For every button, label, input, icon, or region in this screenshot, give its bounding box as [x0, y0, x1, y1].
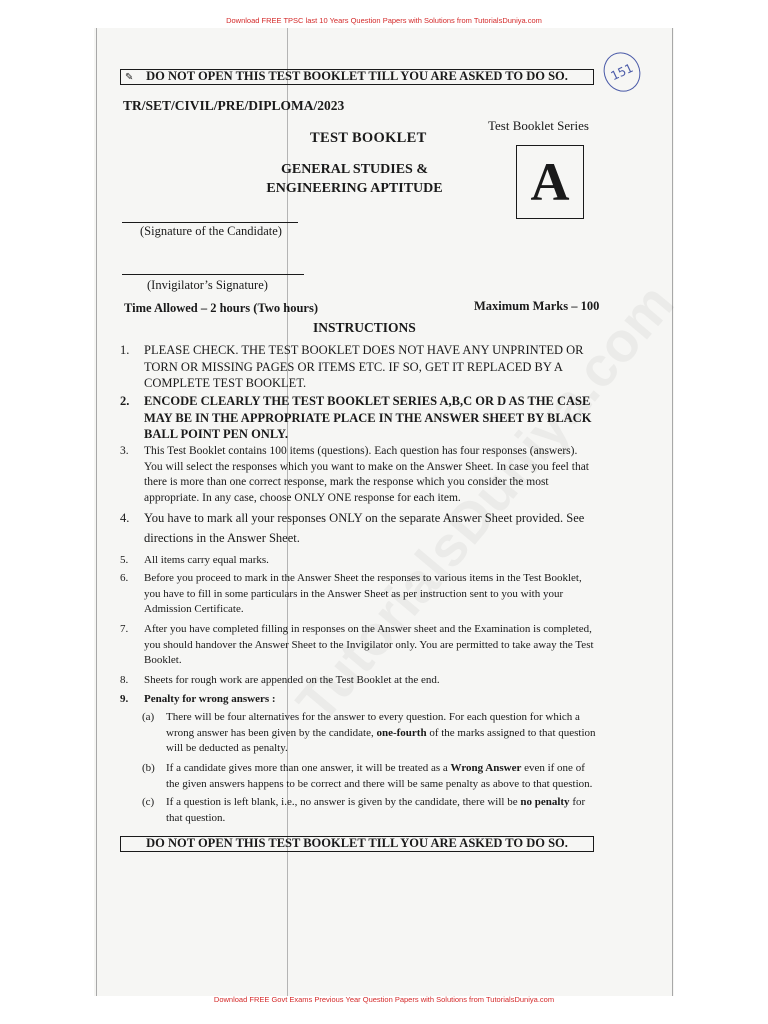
penalty-item: (a) There will be four alternatives for the answer to every question. For each question for which a wrong answer has been given by the candidate, one-fourth of the marks assigned to that question will be deducted as penalty.: [142, 711, 596, 754]
scan-margin-line: [672, 28, 673, 996]
series-label: Test Booklet Series: [488, 118, 589, 133]
exam-code: TR/SET/CIVIL/PRE/DIPLOMA/2023: [123, 98, 345, 113]
instruction-item: 6. Before you proceed to mark in the Answer Sheet the responses to various items in the Test Booklet, you have to fill in some particulars in the Answer Sheet as per instruction sent to you with your Admission Certificate.: [120, 572, 582, 615]
time-allowed: Time Allowed – 2 hours (Two hours): [124, 301, 319, 315]
instruction-item: 5. All items carry equal marks.: [120, 554, 269, 566]
instruction-item: 8. Sheets for rough work are appended on the Test Booklet at the end.: [120, 674, 440, 686]
booklet-title: TEST BOOKLET: [310, 130, 427, 146]
candidate-signature-label: (Signature of the Candidate): [140, 224, 282, 238]
handwritten-stamp: 151: [597, 46, 647, 97]
instruction-item: 4. You have to mark all your responses ONLY on the separate Answer Sheet provided. See directions in the Answer Sheet.: [120, 511, 585, 545]
invigilator-signature-label: (Invigilator’s Signature): [147, 278, 268, 292]
warning-text: DO NOT OPEN THIS TEST BOOKLET TILL YOU ARE ASKED TO DO SO.: [146, 69, 568, 83]
subject-title: [262, 160, 447, 198]
maximum-marks: Maximum Marks – 100: [474, 299, 600, 313]
series-letter-box: A: [516, 145, 584, 219]
pen-mark-icon: ✎: [125, 72, 134, 83]
instruction-item: 3. This Test Booklet contains 100 items (questions). Each question has four responses (answers). You will select the responses which you want to make on the Answer Sheet. In case you feel that there is more than one correct response, mark the response which you consider the most appropriate. In any case, choose ONLY ONE response for each item.: [120, 445, 589, 504]
penalty-item: (c) If a question is left blank, i.e., no answer is given by the candidate, there will be no penalty for that question.: [142, 796, 586, 824]
warning-banner-bottom: [120, 836, 594, 852]
instruction-item: 7. After you have completed filling in responses on the Answer sheet and the Examination is completed, you should handover the Answer Sheet to the Invigilator only. You are permitted to take away the Test Booklet.: [120, 623, 594, 666]
invigilator-signature-line: [122, 274, 304, 275]
top-download-link[interactable]: Download FREE TPSC last 10 Years Question Papers with Solutions from TutorialsDuniya.com: [226, 16, 542, 25]
subject-line-1: GENERAL STUDIES &: [280, 162, 429, 177]
scan-margin-line: [96, 28, 97, 996]
warning-banner-top: [120, 69, 594, 85]
penalty-item: (b) If a candidate gives more than one answer, it will be treated as a Wrong Answer even if one of the given answers happens to be correct and there will be same penalty as above to that question.: [142, 762, 593, 790]
instruction-item: 2. ENCODE CLEARLY THE TEST BOOKLET SERIES A,B,C OR D AS THE CASE MAY BE IN THE APPROPRIATE PLACE IN THE ANSWER SHEET BY BLACK BALL POINT PEN ONLY.: [120, 394, 592, 441]
candidate-signature-line: [122, 222, 298, 223]
instruction-item: 1. PLEASE CHECK. THE TEST BOOKLET DOES NOT HAVE ANY UNPRINTED OR TORN OR MISSING PAGES OR ITEMS ETC. IF SO, GET IT REPLACED BY A COMPLETE TEST BOOKLET.: [120, 343, 584, 390]
warning-text: DO NOT OPEN THIS TEST BOOKLET TILL YOU ARE ASKED TO DO SO.: [146, 836, 568, 850]
bottom-download-link[interactable]: Download FREE Govt Exams Previous Year Question Papers with Solutions from TutorialsDuniya.com: [213, 995, 555, 1004]
instructions-heading: INSTRUCTIONS: [313, 320, 416, 335]
subject-line-2: ENGINEERING APTITUDE: [266, 181, 443, 196]
instruction-item: 9. Penalty for wrong answers :: [120, 693, 276, 705]
